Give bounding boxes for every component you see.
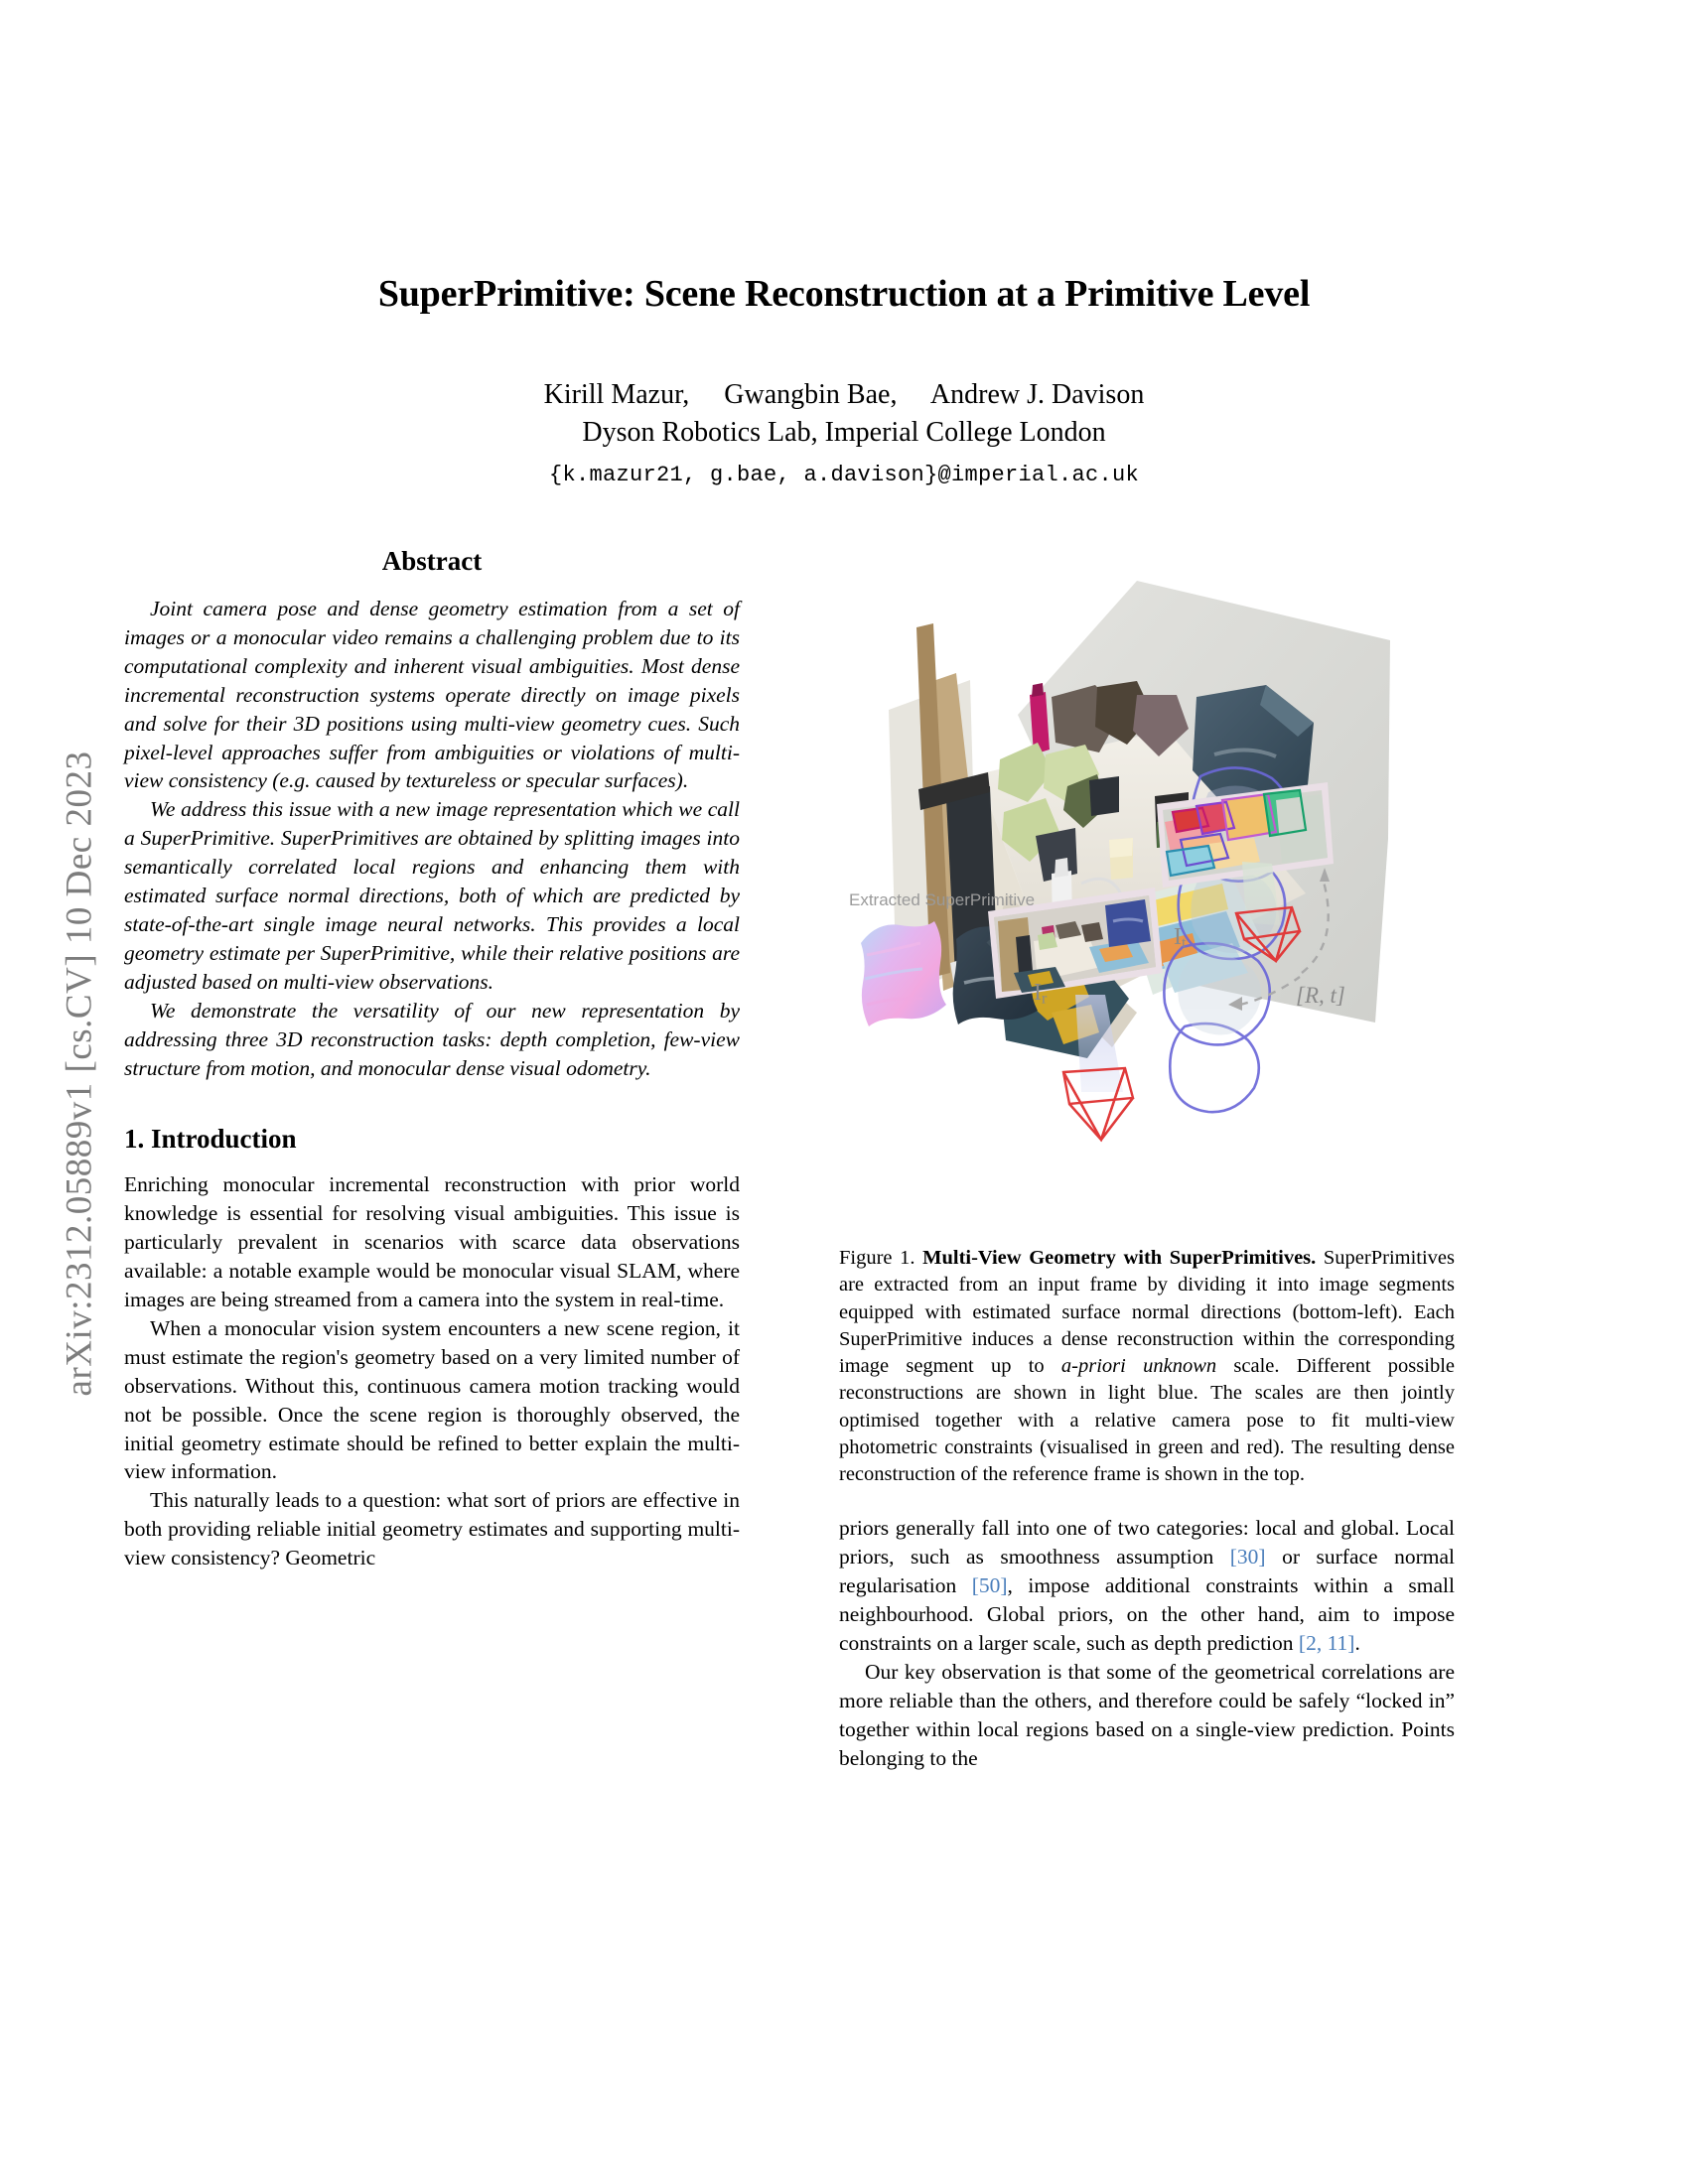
arxiv-stamp [0,0,119,2184]
figure-label-reference-frame-base: I [1034,980,1042,1006]
body-text-run: Our key observation is that some of the geometrical correlations are more reliable than the others, and therefore could be safely “locked in” together within local regions based on a single-view prediction. Points belonging to the [839,1659,1455,1770]
body-text-run: priors generally fall into one of two categories: local and global. Local priors, such as smoothness assumption [839,1516,1455,1570]
figure-1-graphic [839,546,1455,1231]
figure-label-target-frame [1174,924,1186,952]
body-paragraph [839,1658,1455,1773]
figure-caption-rest-2: scale. Different possible reconstructions are shown in light blue. The scales are then jointly optimised together with a relative camera pose to fit multi-view photometric constraints (visualised in green and red). The resulting dense reconstruction of the reference frame is shown in the top. [839,1355,1455,1485]
abstract-paragraph: Joint camera pose and dense geometry estimation from a set of images or a monocular video remains a challenging problem due to its computational complexity and inherent visual ambiguities. Most dense incremental reconstruction systems operate directly on image pixels and solve for their 3D positions using multi-view geometry cues. Such pixel-level approaches suffer from ambiguities or violations of multi-view consistency (e.g. caused by textureless or specular surfaces). [124,597,740,793]
figure-label-extracted-superprimitive: Extracted SuperPrimitive [849,890,1036,909]
figure-caption-bold: Multi-View Geometry with SuperPrimitives. [922,1247,1317,1269]
citation-link[interactable]: [2, 11] [1298,1630,1355,1655]
arxiv-stamp-text: arXiv:2312.05889v1 [cs.CV] 10 Dec 2023 [59,751,100,1397]
abstract-heading: Abstract [381,546,483,576]
left-column [124,546,740,1572]
figure-1 [839,546,1455,1231]
body-text-run: , impose additional constraints within a small neighbourhood. Global priors, on the other hand, aim to impose constraints on a larger scale, such as depth prediction [839,1573,1455,1655]
figure-caption-rest-1: SuperPrimitives are extracted from an input frame by dividing it into image segments equipped with estimated surface normal directions (bottom-left). Each SuperPrimitive induces a dense reconstruction within the corresponding image segment up to [839,1247,1456,1377]
page-title: SuperPrimitive: Scene Reconstruction at a Primitive Level [377,273,1311,315]
body-text-run: or surface normal regularisation [839,1545,1455,1598]
intro-paragraph: When a monocular vision system encounters a new scene region, it must estimate the region's geometry based on a very limited number of observations. Without this, continuous camera motion tracking would not be possible. Once the scene region is thoroughly observed, the initial geometry estimate should be refined to better explain the multi-view information. [124,1315,740,1484]
right-column [839,546,1455,1772]
intro-paragraph: Enriching monocular incremental reconstruction with prior world knowledge is essential for resolving visual ambiguities. This issue is particularly prevalent in scenarios with scarce data observations available: a notable example would be monocular visual SLAM, where images are being streamed from a camera into the system in real-time. [124,1172,740,1312]
figure-label-target-frame-sub: t [1182,934,1187,952]
right-column-body [839,1514,1455,1772]
abstract-paragraph: We address this issue with a new image representation which we call a SuperPrimitive. SuperPrimitives are obtained by splitting images into semantically correlated local regions and enhancing them with estimated surface normal directions, both of which are predicted by state-of-the-art single image neural networks. This provides a local geometry estimate per SuperPrimitive, while their relative positions are adjusted based on multi-view observations. [124,797,740,994]
title-block [124,273,1564,487]
body-paragraph [839,1514,1455,1658]
citation-link[interactable]: [30] [1229,1545,1266,1570]
figure-label-relative-pose: [R, t] [1296,983,1345,1008]
figure-label-reference-frame [1034,980,1047,1008]
intro-paragraph: This naturally leads to a question: what sort of priors are effective in both providing reliable initial geometry estimates and supporting multi-view consistency? Geometric [124,1488,740,1570]
figure-label-target-frame-base: I [1174,924,1182,950]
paper-page [124,0,1564,2184]
body-text-run: . [1354,1630,1360,1655]
email-line: {k.mazur21, g.bae, a.davison}@imperial.ac.uk [548,462,1140,487]
section-heading-introduction: 1. Introduction [124,1124,297,1155]
figure-caption-prefix: Figure 1. [839,1247,915,1269]
figure-label-reference-frame-sub: r [1042,990,1048,1008]
authors-line: Kirill Mazur, Gwangbin Bae, Andrew J. Davison [543,378,1145,410]
figure-caption [839,1245,1455,1488]
abstract-paragraph: We demonstrate the versatility of our new representation by addressing three 3D reconstruction tasks: depth completion, few-view structure from motion, and monocular dense visual odometry. [124,998,740,1080]
citation-link[interactable]: [50] [971,1573,1008,1598]
affiliation-line: Dyson Robotics Lab, Imperial College London [582,417,1106,449]
figure-caption-italic: a-priori unknown [1060,1355,1217,1377]
